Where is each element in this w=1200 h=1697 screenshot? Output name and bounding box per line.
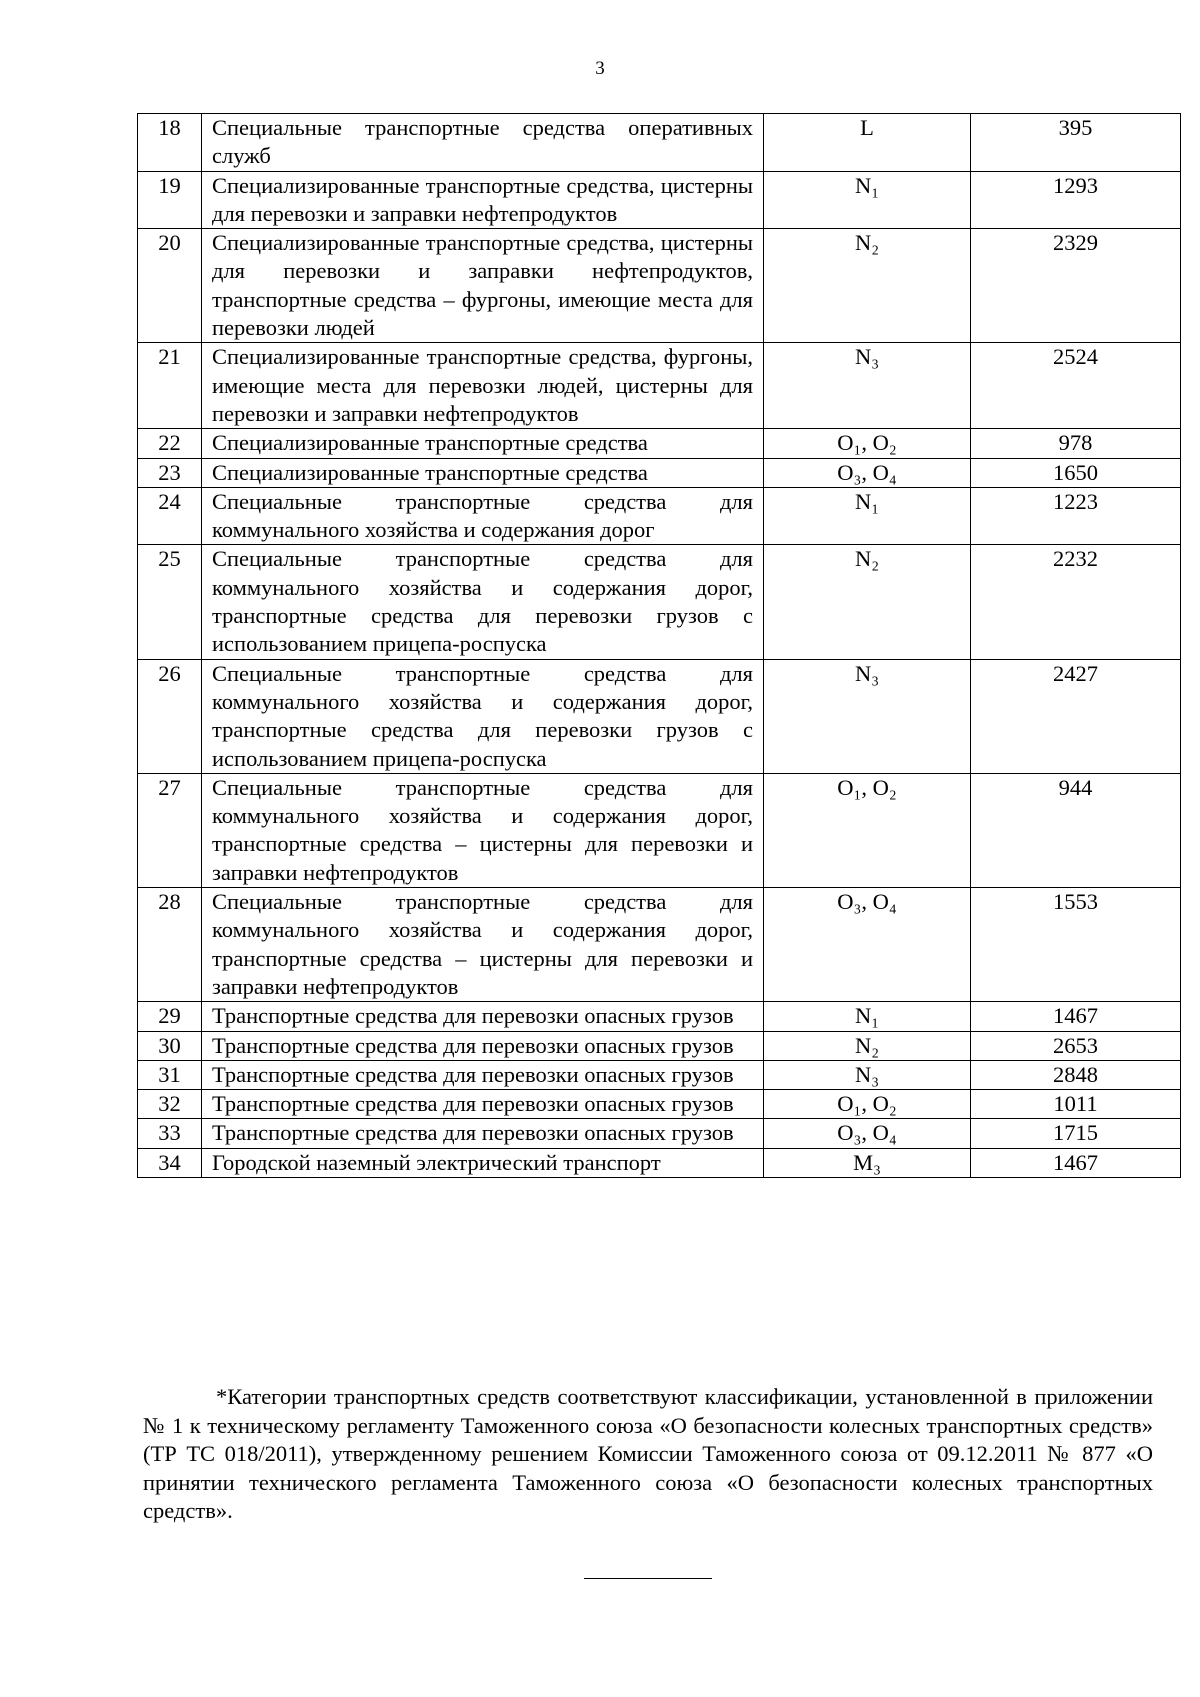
row-number: 31 bbox=[138, 1060, 202, 1089]
table-row bbox=[138, 1090, 1181, 1119]
page-number: 3 bbox=[595, 58, 605, 79]
footnote bbox=[143, 1383, 1153, 1526]
table-row bbox=[138, 458, 1181, 487]
row-name: Специализированные транспортные средства bbox=[202, 429, 764, 458]
table-row bbox=[138, 1119, 1181, 1148]
table-row bbox=[138, 1060, 1181, 1089]
end-rule bbox=[584, 1578, 712, 1579]
row-category: N₁ bbox=[764, 171, 971, 229]
table-row bbox=[138, 429, 1181, 458]
table-row bbox=[138, 659, 1181, 773]
row-value: 2329 bbox=[971, 229, 1181, 343]
row-category: L bbox=[764, 114, 971, 172]
row-value: 1715 bbox=[971, 1119, 1181, 1148]
table-row bbox=[138, 487, 1181, 545]
row-category: N₂ bbox=[764, 545, 971, 659]
row-category: M₃ bbox=[764, 1148, 971, 1177]
table-row bbox=[138, 343, 1181, 429]
table-row bbox=[138, 888, 1181, 1002]
vehicle-category-table bbox=[137, 113, 1181, 1178]
row-number: 27 bbox=[138, 773, 202, 887]
row-value: 1467 bbox=[971, 1002, 1181, 1031]
row-value: 1467 bbox=[971, 1148, 1181, 1177]
row-value: 2653 bbox=[971, 1031, 1181, 1060]
row-name: Городской наземный электрический транспорт bbox=[202, 1148, 764, 1177]
row-name: Специальные транспортные средства для коммунального хозяйства и содержания дорог, транспортные средства для перевозки грузов с использованием прицепа-роспуска bbox=[202, 659, 764, 773]
table-row bbox=[138, 1002, 1181, 1031]
row-name: Специализированные транспортные средства, цистерны для перевозки и заправки нефтепродуктов bbox=[202, 171, 764, 229]
table-row bbox=[138, 1031, 1181, 1060]
row-number: 23 bbox=[138, 458, 202, 487]
row-value: 1011 bbox=[971, 1090, 1181, 1119]
row-name: Транспортные средства для перевозки опасных грузов bbox=[202, 1031, 764, 1060]
table-row bbox=[138, 545, 1181, 659]
row-value: 395 bbox=[971, 114, 1181, 172]
row-name: Специальные транспортные средства для коммунального хозяйства и содержания дорог, транспортные средства – цистерны для перевозки и заправки нефтепродуктов bbox=[202, 888, 764, 1002]
row-category: O₁, O₂ bbox=[764, 773, 971, 887]
row-name: Специальные транспортные средства оперативных служб bbox=[202, 114, 764, 172]
row-category: N₃ bbox=[764, 343, 971, 429]
row-value: 1293 bbox=[971, 171, 1181, 229]
table-row bbox=[138, 229, 1181, 343]
row-value: 2232 bbox=[971, 545, 1181, 659]
row-name: Транспортные средства для перевозки опасных грузов bbox=[202, 1060, 764, 1089]
table-row bbox=[138, 1148, 1181, 1177]
table-row bbox=[138, 171, 1181, 229]
row-category: N₁ bbox=[764, 1002, 971, 1031]
row-number: 19 bbox=[138, 171, 202, 229]
row-number: 32 bbox=[138, 1090, 202, 1119]
table-row bbox=[138, 773, 1181, 887]
row-number: 28 bbox=[138, 888, 202, 1002]
row-value: 1650 bbox=[971, 458, 1181, 487]
row-value: 2848 bbox=[971, 1060, 1181, 1089]
row-category: N₃ bbox=[764, 659, 971, 773]
row-name: Специализированные транспортные средства bbox=[202, 458, 764, 487]
row-number: 30 bbox=[138, 1031, 202, 1060]
row-value: 1553 bbox=[971, 888, 1181, 1002]
table-body bbox=[138, 114, 1181, 1178]
row-value: 1223 bbox=[971, 487, 1181, 545]
row-number: 26 bbox=[138, 659, 202, 773]
row-category: O₃, O₄ bbox=[764, 458, 971, 487]
row-category: O₃, O₄ bbox=[764, 888, 971, 1002]
row-number: 18 bbox=[138, 114, 202, 172]
row-number: 34 bbox=[138, 1148, 202, 1177]
row-number: 22 bbox=[138, 429, 202, 458]
row-number: 21 bbox=[138, 343, 202, 429]
row-category: N₂ bbox=[764, 1031, 971, 1060]
row-category: N₃ bbox=[764, 1060, 971, 1089]
row-name: Специальные транспортные средства для коммунального хозяйства и содержания дорог, транспортные средства для перевозки грузов с использованием прицепа-роспуска bbox=[202, 545, 764, 659]
row-number: 25 bbox=[138, 545, 202, 659]
row-number: 29 bbox=[138, 1002, 202, 1031]
row-name: Специальные транспортные средства для коммунального хозяйства и содержания дорог, транспортные средства – цистерны для перевозки и заправки нефтепродуктов bbox=[202, 773, 764, 887]
row-name: Транспортные средства для перевозки опасных грузов bbox=[202, 1002, 764, 1031]
table-row bbox=[138, 114, 1181, 172]
row-number: 24 bbox=[138, 487, 202, 545]
row-name: Транспортные средства для перевозки опасных грузов bbox=[202, 1090, 764, 1119]
row-category: O₁, O₂ bbox=[764, 429, 971, 458]
row-number: 33 bbox=[138, 1119, 202, 1148]
row-number: 20 bbox=[138, 229, 202, 343]
row-category: N₂ bbox=[764, 229, 971, 343]
row-value: 944 bbox=[971, 773, 1181, 887]
row-value: 2524 bbox=[971, 343, 1181, 429]
row-name: Специальные транспортные средства для коммунального хозяйства и содержания дорог bbox=[202, 487, 764, 545]
row-name: Специализированные транспортные средства, фургоны, имеющие места для перевозки людей, цистерны для перевозки и заправки нефтепродуктов bbox=[202, 343, 764, 429]
footnote-text: *Категории транспортных средств соответствуют классификации, установленной в приложении № 1 к техническому регламенту Таможенного союза «О безопасности колесных транспортных средств» (ТР ТС 018/2011), утвержденному решением Комиссии Таможенного союза от 09.12.2011 № 877 «О принятии технического регламента Таможенного союза «О безопасности колесных транспортных средств». bbox=[143, 1384, 1153, 1524]
row-name: Транспортные средства для перевозки опасных грузов bbox=[202, 1119, 764, 1148]
row-category: N₁ bbox=[764, 487, 971, 545]
row-value: 978 bbox=[971, 429, 1181, 458]
row-name: Специализированные транспортные средства, цистерны для перевозки и заправки нефтепродуктов, транспортные средства – фургоны, имеющие места для перевозки людей bbox=[202, 229, 764, 343]
row-category: O₁, O₂ bbox=[764, 1090, 971, 1119]
row-category: O₃, O₄ bbox=[764, 1119, 971, 1148]
row-value: 2427 bbox=[971, 659, 1181, 773]
